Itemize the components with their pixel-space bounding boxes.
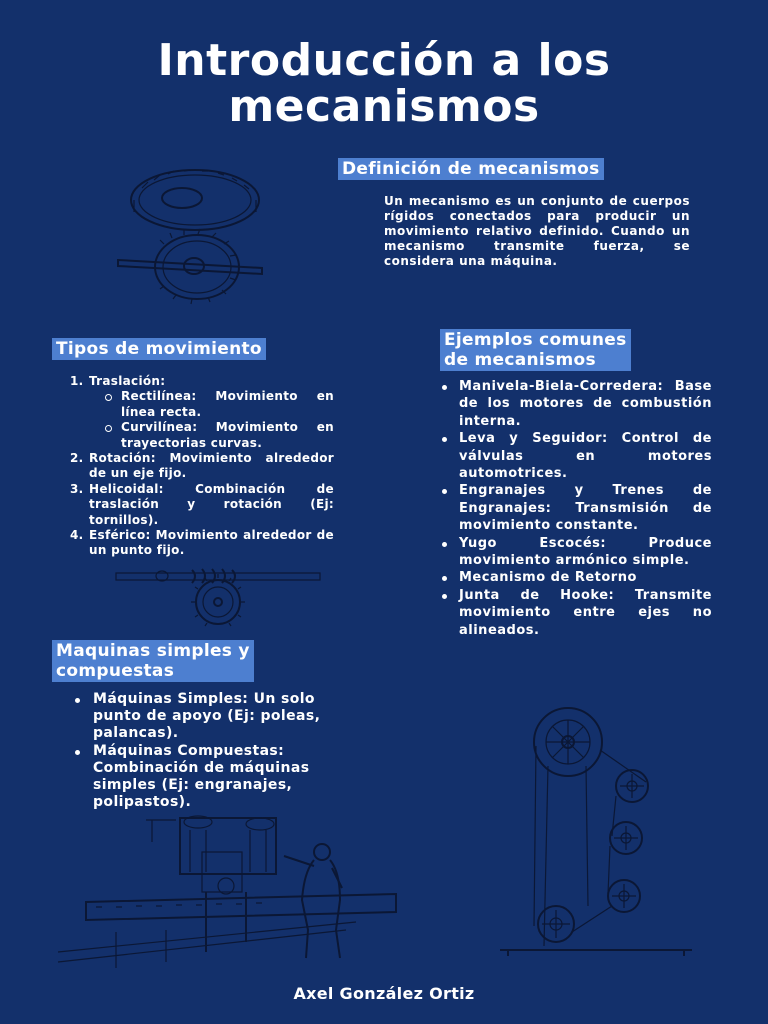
title-line-2: mecanismos (228, 81, 540, 132)
maquinas-heading: Maquinas simples y compuestas (52, 640, 254, 682)
author-name: Axel González Ortiz (293, 984, 475, 1003)
list-item: 1. Traslación: Rectilínea: Movimiento en línea recta. Curvilínea: Movimiento en trayectorias curvas. (70, 374, 334, 450)
list-subitem: Rectilínea: Movimiento en línea recta. (121, 389, 334, 419)
page-title (0, 35, 768, 132)
list-item: 3. Helicoidal: Combinación de traslación y rotación (Ej: tornillos). (70, 481, 334, 527)
tipos-heading: Tipos de movimiento (52, 338, 266, 360)
maquinas-list (74, 691, 364, 811)
list-item: 4. Esférico: Movimiento alrededor de un punto fijo. (70, 528, 334, 558)
definicion-heading: Definición de mecanismos (338, 158, 604, 180)
list-item: Máquinas Simples: Un solo punto de apoyo (Ej: poleas, palancas). (74, 691, 364, 743)
list-subitem: Curvilínea: Movimiento en trayectorias curvas. (121, 420, 334, 450)
list-item: Leva y Seguidor: Control de válvulas en motores automotrices. (440, 430, 712, 482)
list-item: Manivela-Biela-Corredera: Base de los motores de combustión interna. (440, 378, 712, 430)
tipos-list (70, 374, 334, 559)
list-item: 2. Rotación: Movimiento alrededor de un eje fijo. (70, 451, 334, 481)
list-item: Máquinas Compuestas: Combinación de máquinas simples (Ej: engranajes, polipastos). (74, 743, 364, 812)
gears-illustration (112, 160, 272, 310)
list-item: Engranajes y Trenes de Engranajes: Transmisión de movimiento constante. (440, 482, 712, 534)
belt-pulleys-illustration (496, 706, 696, 960)
title-line-1: Introducción a los (157, 35, 611, 86)
ejemplos-heading: Ejemplos comunes de mecanismos (440, 329, 631, 371)
machine-worker-illustration (56, 812, 412, 972)
ejemplos-list (440, 378, 712, 639)
list-item: Junta de Hooke: Transmite movimiento entre ejes no alineados. (440, 587, 712, 639)
definicion-text: Un mecanismo es un conjunto de cuerpos rígidos conectados para producir un movimiento relativo definido. Cuando un mecanismo transmite fuerza, se considera una máquina. (384, 194, 690, 268)
worm-gear-illustration (112, 564, 324, 628)
list-item: Yugo Escocés: Produce movimiento armónico simple. (440, 535, 712, 570)
list-item: Mecanismo de Retorno (440, 569, 712, 586)
